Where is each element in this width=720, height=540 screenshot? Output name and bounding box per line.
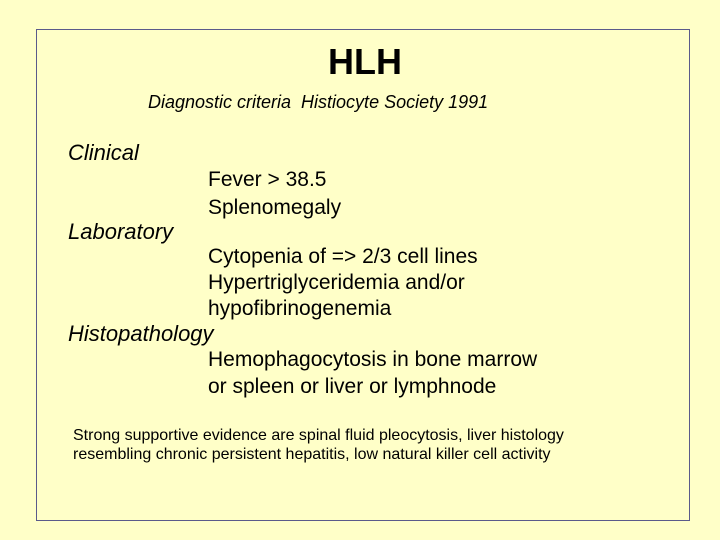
slide-title: HLH [328, 41, 402, 82]
section-label-laboratory: Laboratory [68, 219, 174, 244]
supportive-evidence-line: Strong supportive evidence are spinal fluid pleocytosis, liver histology [73, 427, 564, 444]
criterion-cytopenia: Cytopenia of => 2/3 cell lines [208, 245, 478, 268]
criterion-hypertriglyceridemia: Hypertriglyceridemia and/or [208, 271, 465, 294]
criterion-hemophagocytosis: Hemophagocytosis in bone marrow [208, 348, 538, 371]
section-label-histopathology: Histopathology [68, 321, 214, 346]
criterion-fever: Fever > 38.5 [208, 168, 327, 191]
supportive-evidence-line: resembling chronic persistent hepatitis, low natural killer cell activity [73, 446, 551, 463]
criterion-hypofibrinogenemia: hypofibrinogenemia [208, 297, 392, 320]
supportive-evidence-note [73, 426, 673, 464]
criterion-hemophagocytosis-sites: or spleen or liver or lymphnode [208, 375, 497, 398]
section-label-clinical: Clinical [68, 140, 139, 165]
criterion-splenomegaly: Splenomegaly [208, 196, 342, 219]
slide-subtitle: Diagnostic criteria Histiocyte Society 1991 [148, 92, 489, 112]
